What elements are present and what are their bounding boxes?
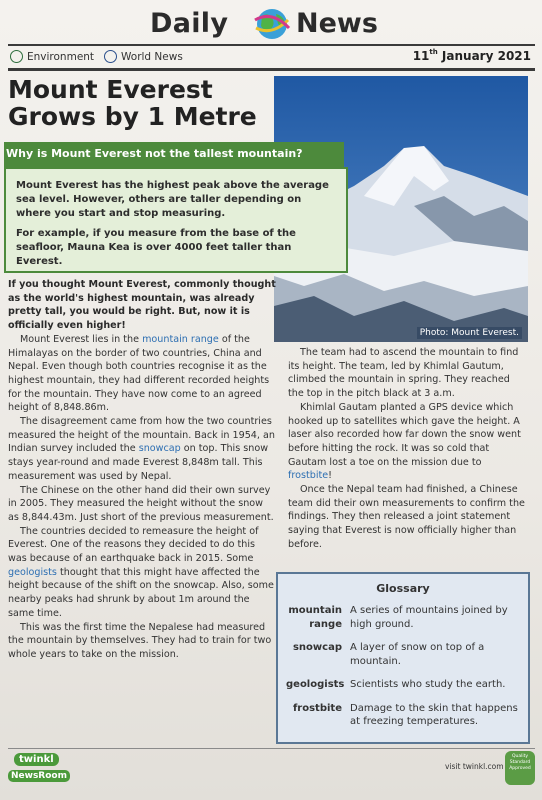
glossary-term: snowcap: [292, 642, 342, 653]
paragraph: The Chinese on the other hand did their own survey in 2005. They measured the height without the snow as 8,844.43m. Just short of the previous measurement.: [8, 484, 274, 523]
glossary-term: geologists: [286, 679, 345, 690]
glossary-title: Glossary: [376, 582, 430, 595]
masthead-news: News: [296, 8, 378, 39]
photo-caption: Photo: Mount Everest.: [417, 327, 522, 339]
paragraph: The countries decided to remeasure the height of Everest. One of the reasons they decided to do this was because of an earthquake back in 2015. Some geologists thought that this might have affected the height because of the shift on the snowcap. Also, some nearby peaks had shrunk by about 1m around the same time.: [8, 525, 274, 619]
glossary-definition: Damage to the skin that happens at freezing temperatures.: [350, 702, 518, 727]
glossary-row: [286, 641, 520, 668]
paragraph: Mount Everest lies in the mountain range of the Himalayas on the border of two countries, China and Nepal. Even though both countries recognise it as the highest mountain, they had different recorded heights for the mountain. They have now come to an agreed height of 8,848.86m.: [8, 333, 270, 414]
nav-rule: [8, 68, 535, 71]
keyword-mountain-range[interactable]: mountain range: [142, 333, 219, 345]
glossary-definition: A layer of snow on top of a mountain.: [350, 642, 485, 667]
glossary-row: [286, 678, 520, 692]
issue-date: 11th January 2021: [412, 48, 531, 63]
paragraph: The disagreement came from how the two countries measured the height of the mountain. Back in 1954, an Indian survey included the snowcap on top. This snow stays year-round and made Everest 8,848m tall. This measurement was used by Nepal.: [8, 416, 275, 482]
keyword-frostbite[interactable]: frostbite: [288, 470, 329, 482]
logo-twinkl: twinkl: [14, 753, 59, 766]
glossary-definition: A series of mountains joined by high ground.: [350, 605, 508, 630]
globe-icon: [104, 50, 117, 63]
question-box: [4, 167, 348, 273]
section-nav: [8, 48, 535, 68]
logo-newsroom: NewsRoom: [8, 770, 70, 782]
paragraph: Khimlal Gautam planted a GPS device which hooked up to satellites which gave the height. A laser also recorded how far down the snow went before hitting the rock. It was so cold that Gautam lost a toe on the mission due to frostbite!: [288, 401, 521, 482]
article-column-2: [288, 346, 528, 552]
visit-link[interactable]: visit twinkl.com: [445, 762, 504, 771]
twinkl-newsroom-logo[interactable]: [6, 753, 67, 789]
paragraph: Once the Nepal team had finished, a Chinese team did their own measurements to confirm the findings. They then released a joint statement saying that Everest is now officially higher than before.: [288, 484, 525, 550]
glossary-row: [286, 702, 520, 729]
glossary-term: mountain range: [288, 605, 342, 630]
masthead: [0, 4, 542, 44]
keyword-snowcap[interactable]: snowcap: [138, 443, 181, 455]
paragraph: The team had to ascend the mountain to find its height. The team, led by Khimlal Gautum, climbed the mountain in spring. They reached the top in the pitch black at 3 a.m.: [288, 347, 519, 400]
question-title: Why is Mount Everest not the tallest mountain?: [4, 142, 344, 167]
glossary-term: frostbite: [292, 702, 342, 714]
nav-environment-label: Environment: [27, 50, 95, 63]
nav-environment[interactable]: [10, 50, 94, 63]
globe-logo-icon: [252, 6, 292, 42]
nav-world-news[interactable]: [104, 50, 183, 63]
glossary-definition: Scientists who study the earth.: [350, 679, 506, 690]
keyword-geologists[interactable]: geologists: [8, 566, 57, 578]
quality-badge: Quality Standard Approved: [505, 751, 535, 785]
masthead-daily: Daily: [150, 8, 229, 39]
nav-world-news-label: World News: [121, 50, 183, 63]
glossary-row: [286, 604, 520, 631]
headline: Mount Everest Grows by 1 Metre: [8, 75, 257, 131]
question-paragraph-1: Mount Everest has the highest peak above the average sea level. However, others are taller depending on where you start and stop measuring.: [16, 180, 329, 219]
glossary-box: [276, 572, 530, 744]
lead-paragraph: If you thought Mount Everest, commonly thought as the world's highest mountain, was already pretty tall, you would be right. But, now it is officially even higher!: [8, 279, 276, 332]
top-rule: [8, 44, 535, 46]
paragraph: This was the first time the Nepalese had measured the mountain by themselves. They had to train for two whole years to take on the mission.: [8, 621, 272, 660]
footer-rule: [8, 748, 535, 749]
leaf-icon: [10, 50, 23, 63]
article-column-1: [8, 278, 276, 662]
question-paragraph-2: For example, if you measure from the base of the seafloor, Mauna Kea is over 4000 feet taller than Everest.: [16, 228, 296, 267]
